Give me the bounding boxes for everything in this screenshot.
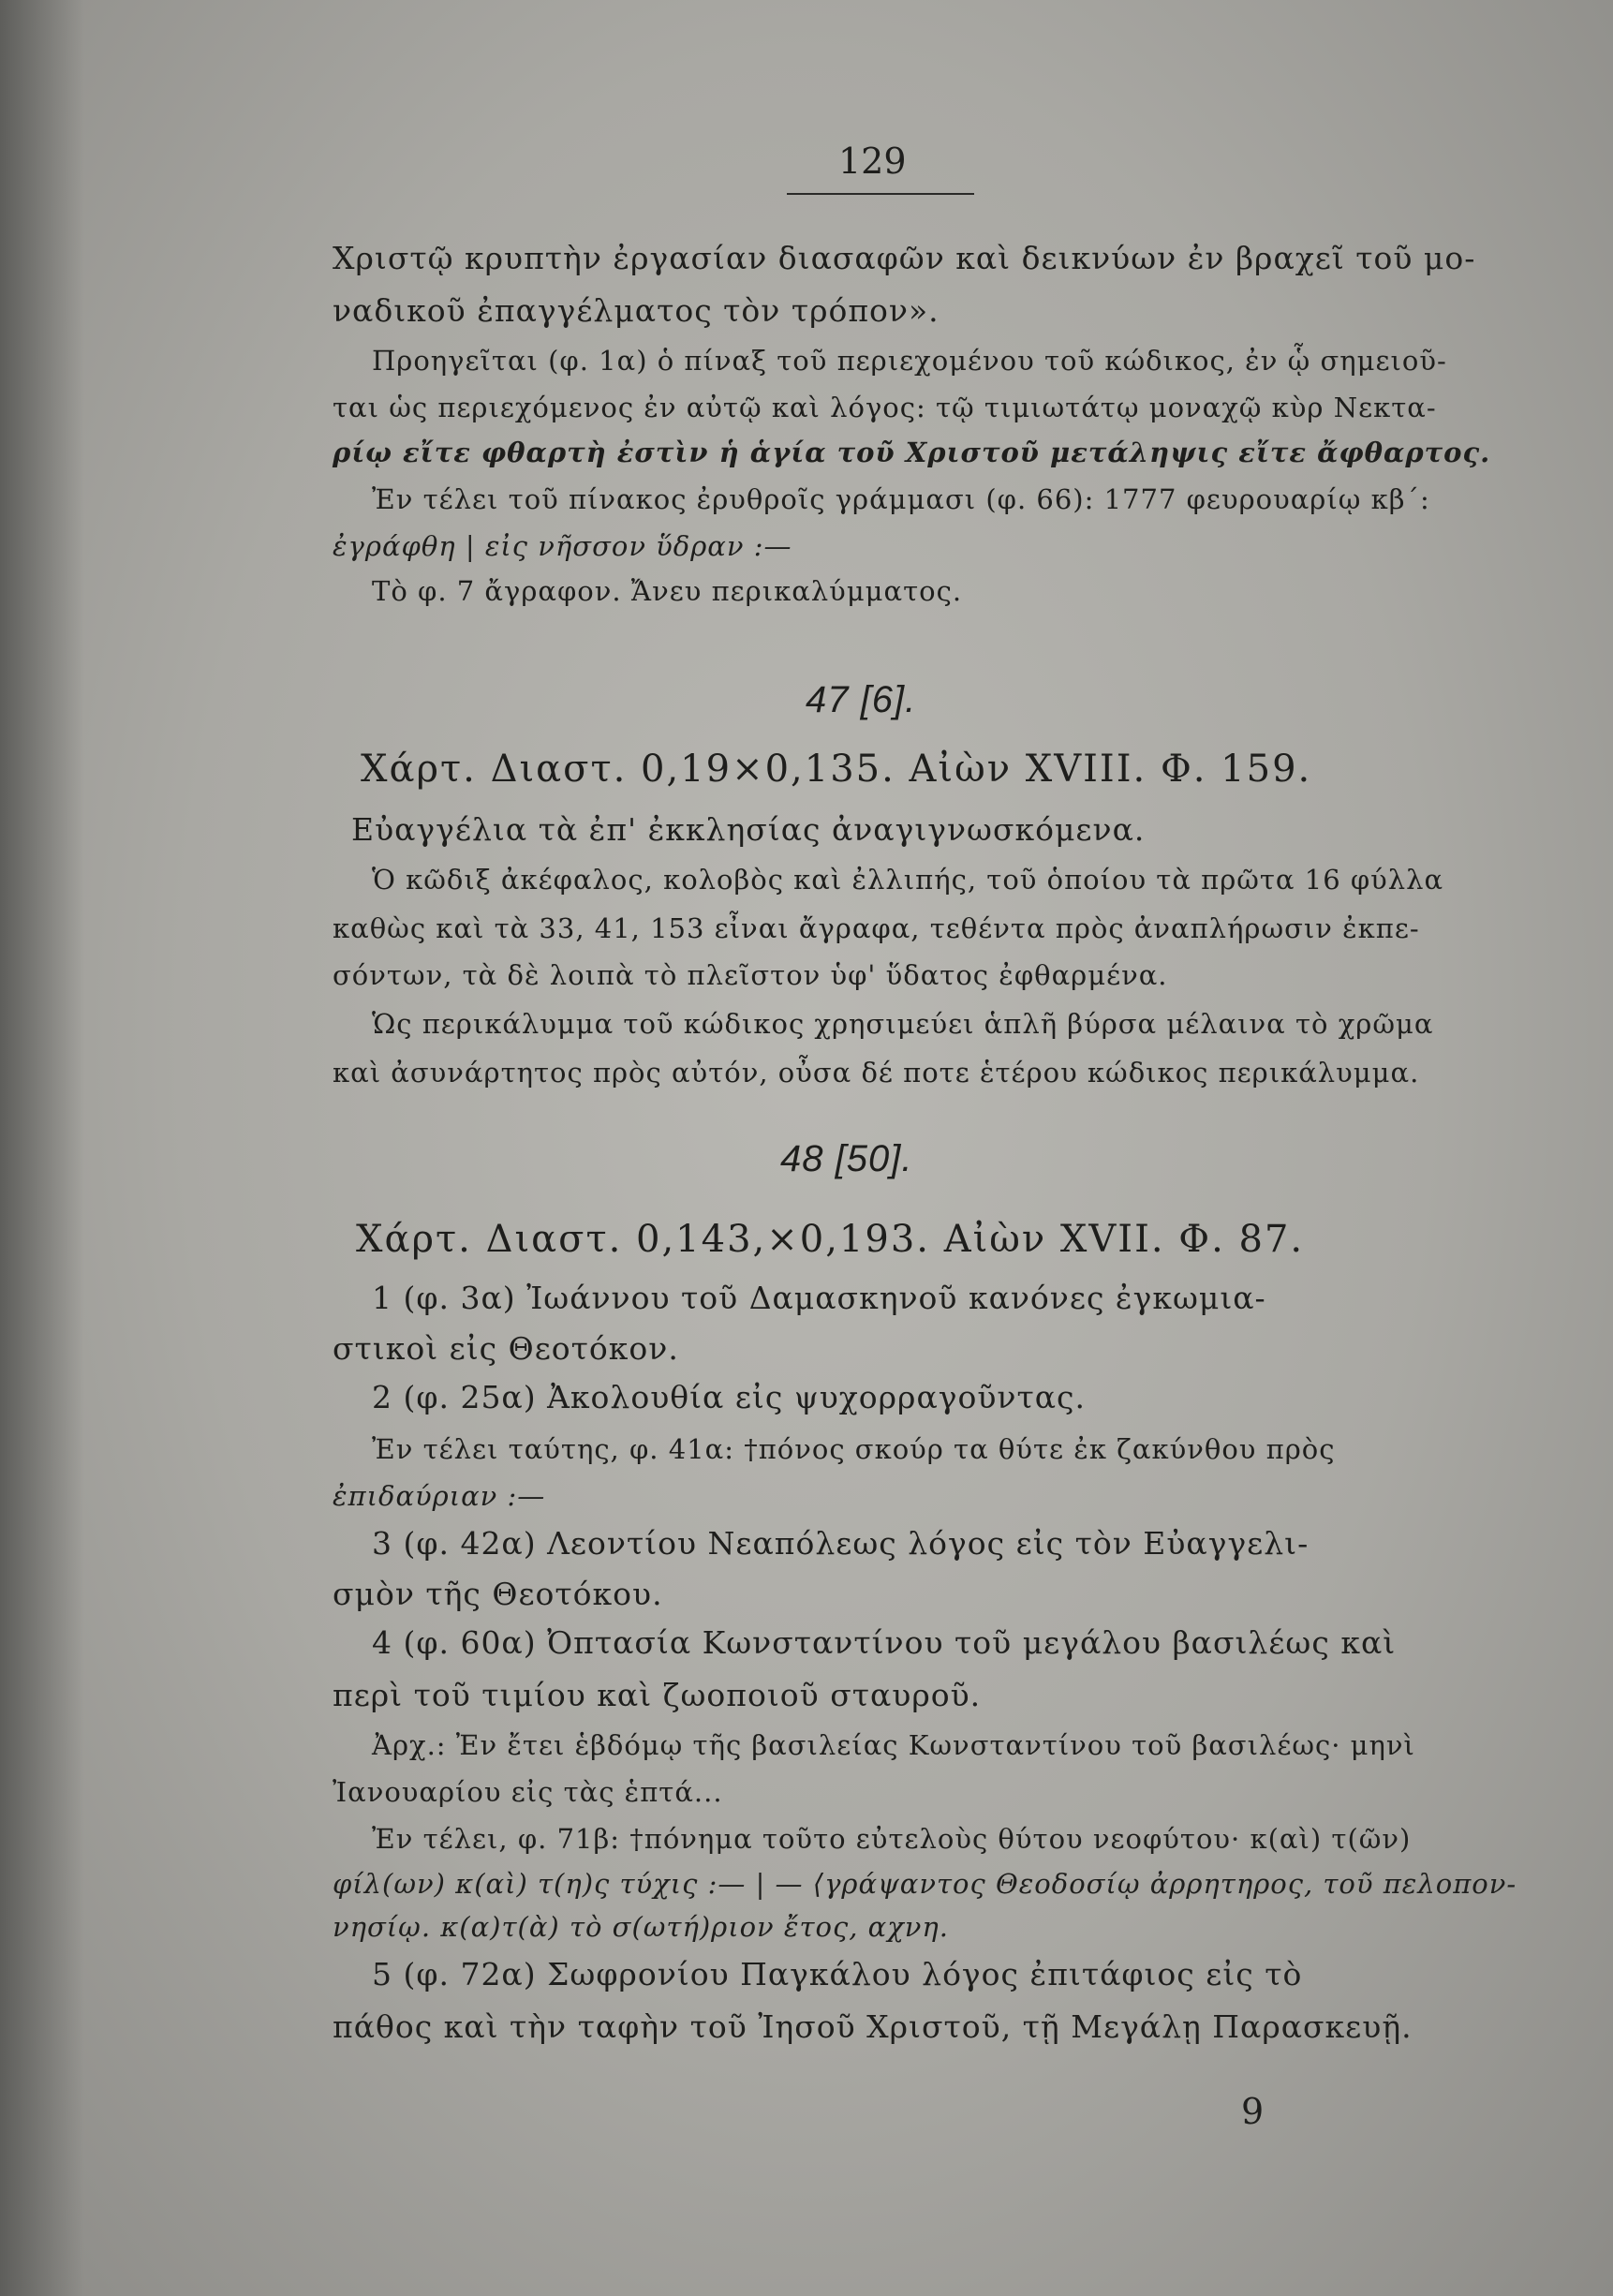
text-line: ρίῳ εἴτε φθαρτὴ ἐστὶν ἡ ἁγία τοῦ Χριστοῦ μετάληψις εἴτε ἄφθαρτος. — [333, 437, 1491, 468]
text-line: Ἐν τέλει, φ. 71β: †πόνημα τοῦτο εὐτελοὺς θύτου νεοφύτου· κ(αὶ) τ(ῶν) — [372, 1823, 1412, 1855]
page-number-rule — [787, 193, 974, 195]
text-line: ἐγράφθη | εἰς νῆσσον ὕδραν :— — [333, 530, 792, 562]
text-line: Ὡς περικάλυμμα τοῦ κώδικος χρησιμεύει ἁπλῆ βύρσα μέλαινα τὸ χρῶμα — [372, 1008, 1434, 1040]
entry-number: 47 [6]. — [806, 679, 917, 720]
text-line: ἐπιδαύριαν :— — [333, 1480, 546, 1512]
text-line: σμὸν τῆς Θεοτόκου. — [333, 1576, 663, 1612]
text-line: φίλ(ων) κ(αὶ) τ(η)ς τύχις :— | — ⟨γράψαντος Θεοδοσίῳ ἀρρητηρος, τοῦ πελοπον- — [333, 1868, 1517, 1900]
text-line: 4 (φ. 60α) Ὀπτασία Κωνσταντίνου τοῦ μεγάλου βασιλέως καὶ — [372, 1624, 1397, 1661]
text-line: στικοὶ εἰς Θεοτόκον. — [333, 1330, 679, 1367]
text-line: 1 (φ. 3α) Ἰωάννου τοῦ Δαμασκηνοῦ κανόνες ἐγκωμια- — [372, 1280, 1266, 1316]
text-line: σόντων, τὰ δὲ λοιπὰ τὸ πλεῖστον ὑφ' ὕδατος ἐφθαρμένα. — [333, 959, 1168, 991]
text-line: ται ὡς περιεχόμενος ἐν αὐτῷ καὶ λόγος: τῷ τιμιωτάτῳ μοναχῷ κὺρ Νεκτα- — [333, 392, 1437, 423]
signature-mark: 9 — [1241, 2091, 1265, 2132]
text-line: Χριστῷ κρυπτὴν ἐργασίαν διασαφῶν καὶ δεικνύων ἐν βραχεῖ τοῦ μο- — [333, 240, 1476, 276]
text-line: πάθος καὶ τὴν ταφὴν τοῦ Ἰησοῦ Χριστοῦ, τῇ Μεγάλῃ Παρασκευῇ. — [333, 2008, 1413, 2045]
entry-header: Χάρτ. Διαστ. 0,19×0,135. Αἰὼν XVIII. Φ. 159. — [361, 748, 1312, 791]
text-line: Προηγεῖται (φ. 1α) ὁ πίναξ τοῦ περιεχομένου τοῦ κώδικος, ἐν ᾧ σημειοῦ- — [372, 345, 1447, 377]
text-line: Ἐν τέλει τοῦ πίνακος ἐρυθροῖς γράμμασι (φ. 66): 1777 φευρουαρίῳ κβ΄: — [372, 483, 1430, 515]
binding-shadow — [0, 0, 84, 2296]
text-line: Ἐν τέλει ταύτης, φ. 41α: †πόνος σκούρ τα θύτε ἐκ ζακύνθου πρὸς — [372, 1433, 1336, 1465]
page-number: 129 — [838, 141, 907, 182]
text-line: 2 (φ. 25α) Ἀκολουθία εἰς ψυχορραγοῦντας. — [372, 1379, 1086, 1415]
text-line: περὶ τοῦ τιμίου καὶ ζωοποιοῦ σταυροῦ. — [333, 1677, 982, 1713]
text-line: καὶ ἀσυνάρτητος πρὸς αὐτόν, οὖσα δέ ποτε ἑτέρου κώδικος περικάλυμμα. — [333, 1057, 1420, 1089]
text-line: 5 (φ. 72α) Σωφρονίου Παγκάλου λόγος ἐπιτάφιος εἰς τὸ — [372, 1956, 1303, 1992]
entry-header: Χάρτ. Διαστ. 0,143,×0,193. Αἰὼν XVII. Φ. 87. — [356, 1218, 1305, 1261]
entry-number: 48 [50]. — [780, 1138, 913, 1179]
text-line: ναδικοῦ ἐπαγγέλματος τὸν τρόπον». — [333, 292, 940, 329]
text-line: νησίῳ. κ(α)τ(ὰ) τὸ σ(ωτή)ριον ἔτος, αχνη. — [333, 1911, 950, 1943]
entry-title: Εὐαγγέλια τὰ ἐπ' ἐκκλησίας ἀναγιγνωσκόμενα. — [351, 811, 1146, 848]
text-line: Τὸ φ. 7 ἄγραφον. Ἄνευ περικαλύμματος. — [372, 575, 963, 607]
text-line: 3 (φ. 42α) Λεοντίου Νεαπόλεως λόγος εἰς τὸν Εὐαγγελι- — [372, 1525, 1310, 1562]
text-line: Ἀρχ.: Ἐν ἔτει ἑβδόμῳ τῆς βασιλείας Κωνσταντίνου τοῦ βασιλέως· μηνὶ — [372, 1729, 1415, 1761]
text-line: Ὁ κῶδιξ ἀκέφαλος, κολοβὸς καὶ ἐλλιπής, τοῦ ὁποίου τὰ πρῶτα 16 φύλλα — [372, 864, 1444, 896]
text-line: καθὼς καὶ τὰ 33, 41, 153 εἶναι ἄγραφα, τεθέντα πρὸς ἀναπλήρωσιν ἐκπε- — [333, 912, 1420, 944]
text-line: Ἰανουαρίου εἰς τὰς ἑπτά... — [333, 1776, 723, 1808]
